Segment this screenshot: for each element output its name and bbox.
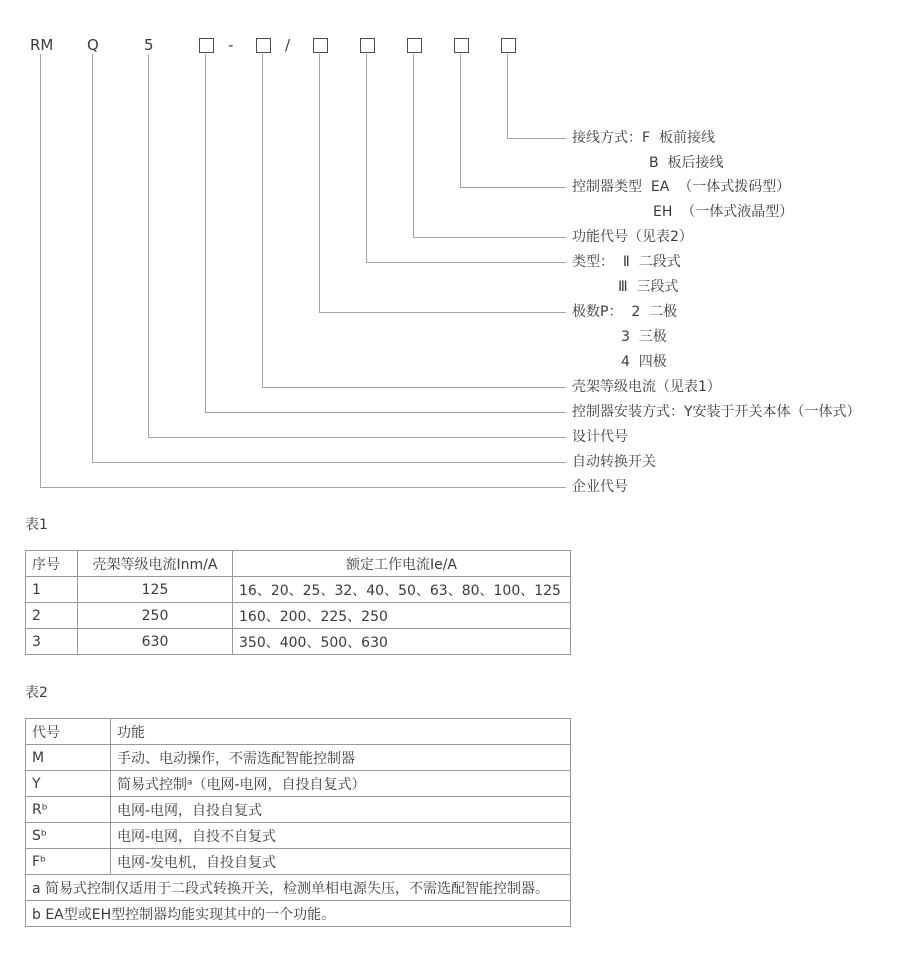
table-row: [26, 771, 571, 797]
code-box-2: [256, 38, 271, 53]
table-row: [26, 823, 571, 849]
table2-footnote-a: a 简易式控制仅适用于二段式转换开关，检测单相电源失压，不需选配智能控制器。: [26, 875, 571, 901]
table1-cell-seq: 3: [26, 629, 78, 655]
table-row: [26, 629, 571, 655]
code-box-7: [501, 38, 516, 53]
line-controller-mounting: [206, 54, 567, 413]
code-text-rm: RM: [30, 36, 54, 54]
table2-header-code: 代号: [26, 719, 111, 745]
callout-controller-type: 控制器类型 EA （一体式拨码型）: [572, 179, 791, 195]
table2-cell-code: M: [26, 745, 111, 771]
callout-poles: 极数P： 2 二极: [572, 304, 678, 320]
code-box-1: [199, 38, 214, 53]
line-design-code: [149, 54, 567, 438]
table2-cell-code: Sᵇ: [26, 823, 111, 849]
table2-header-row: [26, 719, 571, 745]
code-box-3: [313, 38, 328, 53]
table2-cell-code: Rᵇ: [26, 797, 111, 823]
table1-caption: 表1: [25, 517, 48, 533]
table-row: [26, 577, 571, 603]
code-dash: -: [228, 36, 234, 54]
line-function-code: [414, 54, 567, 238]
callout-type: 类型： Ⅱ 二段式: [572, 254, 681, 270]
table-row: [26, 849, 571, 875]
table1-header-rated-current: 额定工作电流Ie/A: [233, 551, 571, 577]
callout-wiring-method: 接线方式：F 板前接线: [572, 130, 715, 146]
callout-controller-type-eh: EH （一体式液晶型）: [653, 204, 794, 220]
table1-header-row: [26, 551, 571, 577]
line-wiring-method: [508, 54, 567, 139]
callout-poles-3: 3 三极: [621, 329, 667, 345]
line-type: [367, 54, 567, 263]
line-transfer-switch: [93, 54, 567, 463]
table1-header-seq: 序号: [26, 551, 78, 577]
code-box-5: [407, 38, 422, 53]
code-box-6: [454, 38, 469, 53]
callout-function-code: 功能代号（见表2）: [572, 229, 693, 245]
table2-caption: 表2: [25, 685, 48, 701]
table2-footnote-row: [26, 875, 571, 901]
table2-cell-function: 电网-电网，自投不自复式: [111, 823, 571, 849]
code-box-4: [360, 38, 375, 53]
table2-cell-function: 电网-电网，自投自复式: [111, 797, 571, 823]
table1-cell-frame: 125: [78, 577, 233, 603]
table2-header-function: 功能: [111, 719, 571, 745]
table-row: [26, 745, 571, 771]
callout-frame-current: 壳架等级电流（见表1）: [572, 379, 721, 395]
code-text-q: Q: [87, 36, 99, 54]
table2-cell-code: Fᵇ: [26, 849, 111, 875]
callout-wiring-method-b: B 板后接线: [649, 155, 724, 171]
table2-footnote-row: [26, 901, 571, 927]
table2-cell-function: 手动、电动操作，不需选配智能控制器: [111, 745, 571, 771]
table2-cell-function: 电网-发电机，自投自复式: [111, 849, 571, 875]
table1-cell-frame: 250: [78, 603, 233, 629]
line-enterprise-code: [41, 54, 567, 488]
callout-enterprise-code: 企业代号: [572, 479, 628, 495]
callout-design-code: 设计代号: [572, 429, 628, 445]
table2: [25, 718, 571, 927]
callout-poles-4: 4 四极: [621, 354, 667, 370]
table-row: [26, 603, 571, 629]
callout-controller-mounting: 控制器安装方式：Y安装于开关本体（一体式）: [572, 404, 861, 420]
code-slash: /: [285, 36, 291, 54]
line-frame-current: [263, 54, 567, 388]
table1-cell-rated: 160、200、225、250: [233, 603, 571, 629]
table-row: [26, 797, 571, 823]
table1-cell-seq: 2: [26, 603, 78, 629]
table1-cell-frame: 630: [78, 629, 233, 655]
table1: [25, 550, 571, 655]
table1-cell-seq: 1: [26, 577, 78, 603]
table2-cell-function: 简易式控制ᵃ（电网-电网，自投自复式）: [111, 771, 571, 797]
table1-cell-rated: 350、400、500、630: [233, 629, 571, 655]
line-poles: [320, 54, 567, 313]
table2-footnote-b: b EA型或EH型控制器均能实现其中的一个功能。: [26, 901, 571, 927]
callout-type-iii: Ⅲ 三段式: [618, 279, 679, 295]
table1-cell-rated: 16、20、25、32、40、50、63、80、100、125: [233, 577, 571, 603]
line-controller-type: [461, 54, 567, 188]
callout-transfer-switch: 自动转换开关: [572, 454, 656, 470]
code-text-5: 5: [144, 36, 154, 54]
table1-header-frame-current: 壳架等级电流Inm/A: [78, 551, 233, 577]
table2-cell-code: Y: [26, 771, 111, 797]
